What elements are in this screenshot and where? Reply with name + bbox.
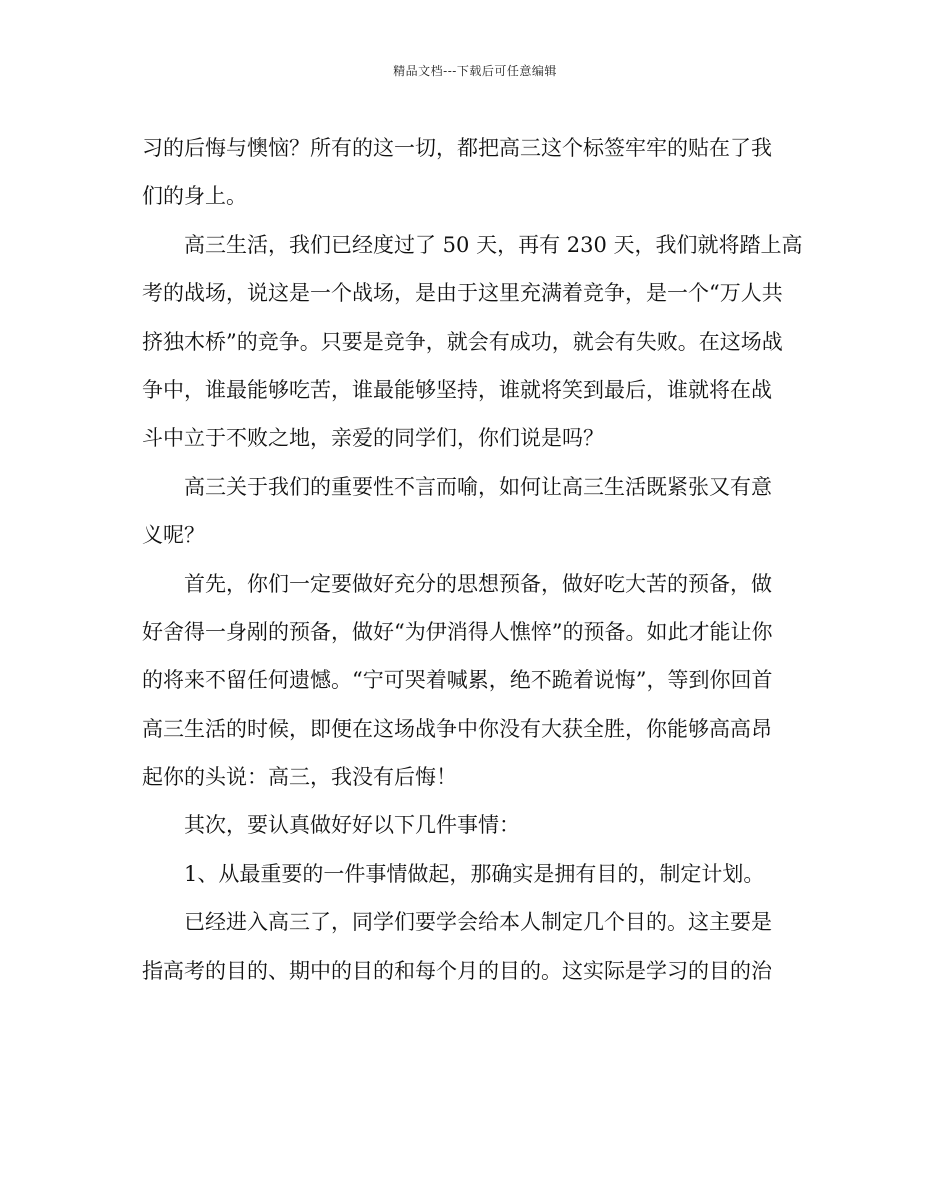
text-line: 好舍得一身剐的预备，做好“为伊消得人憔悴”的预备。如此才能让你 [142, 619, 773, 644]
text-line: 起你的头说：高三，我没有后悔！ [142, 765, 457, 790]
text-line: 其次，要认真做好好以下几件事情： [184, 813, 520, 838]
text-line: 习的后悔与懊恼？所有的这一切，都把高三这个标签牢牢的贴在了我 [142, 136, 772, 160]
text-line: 们的身上。 [142, 184, 247, 209]
text-line: 争中，谁最能够吃苦，谁最能够坚持，谁就将笑到最后，谁就将在战 [142, 377, 772, 402]
page-header: 精品文档---下载后可任意编辑 [393, 64, 557, 78]
text-line: 指高考的目的、期中的目的和每个月的目的。这实际是学习的目的治 [142, 958, 772, 983]
text-line: 首先，你们一定要做好充分的思想预备，做好吃大苦的预备，做 [184, 571, 772, 596]
text-line: 高三关于我们的重要性不言而喻，如何让高三生活既紧张又有意 [184, 474, 772, 499]
text-line: 考的战场，说这是一个战场，是由于这里充满着竞争，是一个“万人共 [142, 281, 783, 306]
text-line: 1、从最重要的一件事情做起，那确实是拥有目的，制定计划。 [184, 861, 765, 886]
text-line: 挤独木桥”的竞争。只要是竞争，就会有成功，就会有失败。在这场战 [142, 329, 783, 354]
text-line: 高三生活，我们已经度过了 50 天，再有 230 天，我们就将踏上高 [184, 232, 803, 257]
text-line: 斗中立于不败之地，亲爱的同学们，你们说是吗？ [142, 426, 604, 451]
body-text [142, 124, 808, 995]
text-line: 已经进入高三了，同学们要学会给本人制定几个目的。这主要是 [184, 910, 772, 935]
text-line: 高三生活的时候，即便在这场战争中你没有大获全胜，你能够高高昂 [142, 716, 772, 741]
text-line: 的将来不留任何遗憾。“宁可哭着喊累，绝不跪着说悔”，等到你回首 [142, 668, 773, 693]
text-line: 义呢？ [142, 523, 205, 548]
